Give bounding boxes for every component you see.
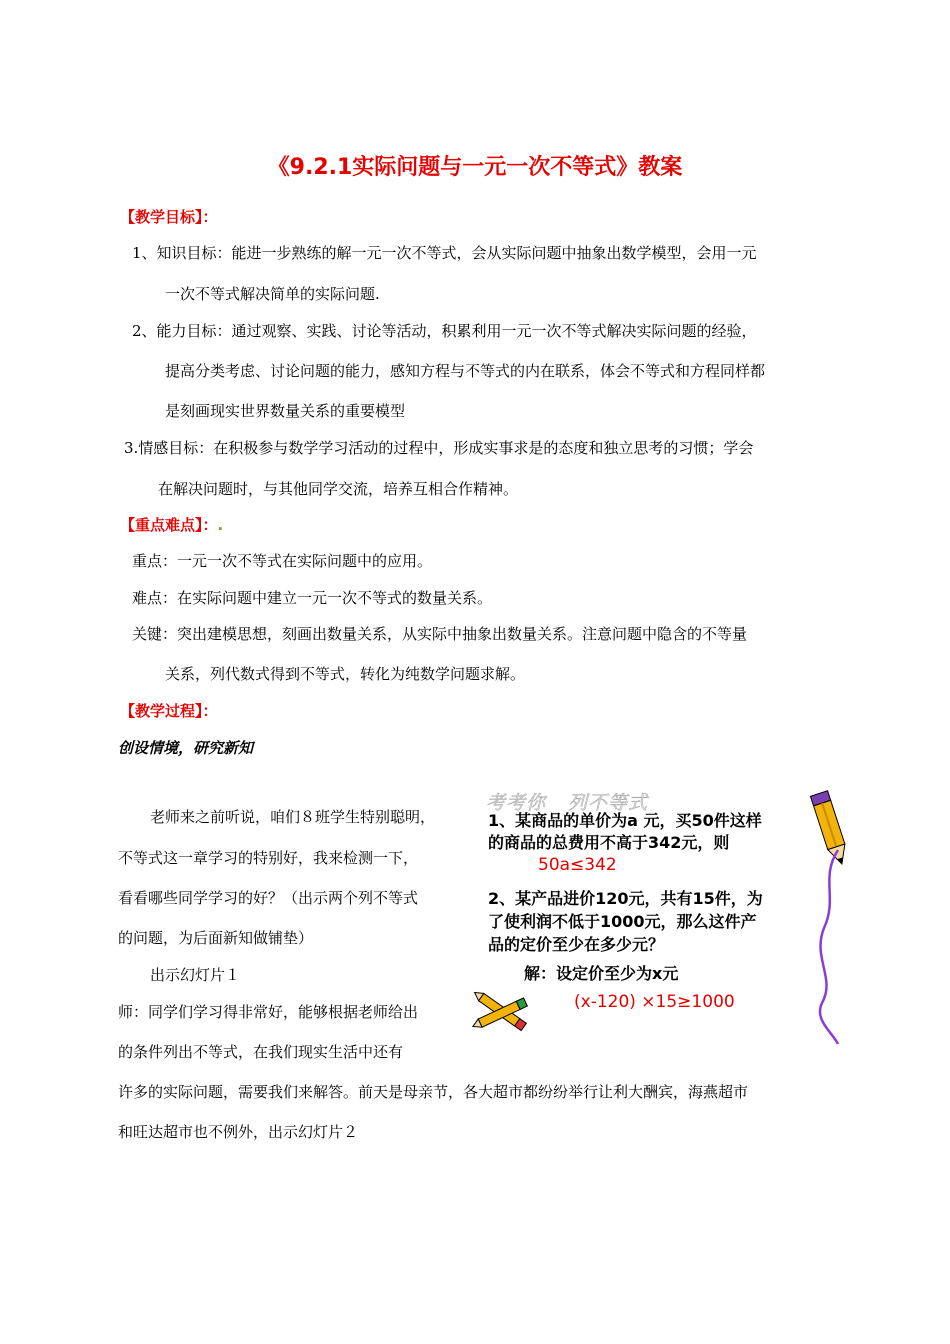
process-line: 师：同学们学习得非常好，能够根据老师给出 (118, 1003, 419, 1021)
process-line: 老师来之前听说，咱们８班学生特别聪明， (150, 808, 436, 826)
key-line: 关系，列代数式得到不等式，转化为纯数学问题求解。 (165, 665, 526, 683)
document-title: 《9.2.1实际问题与一元一次不等式》教案 (267, 155, 683, 180)
goal-line: 是刻画现实世界数量关系的重要模型 (165, 402, 406, 420)
process-line: 和旺达超市也不例外，出示幻灯片２ (118, 1123, 359, 1141)
process-line: 不等式这一章学习的特别好，我来检测一下， (118, 849, 419, 867)
goal-line: 一次不等式解决简单的实际问题. (165, 285, 380, 303)
slide-image (468, 788, 848, 1056)
heading-dot: . (217, 516, 224, 534)
process-line: 的问题，为后面新知做铺垫） (118, 929, 314, 947)
slide-q1-line: 1、某商品的单价为a 元，买50件这样 (488, 811, 762, 830)
goal-line: 3.情感目标：在积极参与数学学习活动的过程中，形成实事求是的态度和独立思考的习惯；学会 (124, 439, 754, 457)
crossed-pencils-icon (468, 978, 538, 1048)
slide-answer-1: 50a≤342 (538, 855, 617, 875)
pencil-icon (808, 788, 848, 1048)
key-line: 重点：一元一次不等式在实际问题中的应用。 (132, 552, 433, 570)
slide-q2-line: 2、某产品进价120元，共有15件，为 (488, 889, 763, 908)
goal-line: 在解决问题时，与其他同学交流，培养互相合作精神。 (158, 480, 519, 498)
goal-line: 2、能力目标：通过观察、实践、讨论等活动，积累利用一元一次不等式解决实际问题的经验， (132, 322, 757, 340)
key-line: 难点：在实际问题中建立一元一次不等式的数量关系。 (132, 589, 493, 607)
slide-answer-2: (x-120) ×15≥1000 (574, 992, 735, 1012)
process-line: 出示幻灯片１ (150, 966, 241, 984)
slide-solution: 解：设定价至少为x元 (524, 964, 679, 983)
slide-header: 考考你 列不等式 (486, 792, 649, 814)
slide-q1-line: 的商品的总费用不高于342元，则 (488, 833, 730, 852)
slide-q2-line: 了使利润不低于1000元，那么这件产 (488, 912, 757, 931)
process-line: 看看哪些同学学习的好？（出示两个列不等式 (118, 889, 419, 907)
key-line: 关键：突出建模思想，刻画出数量关系，从实际中抽象出数量关系。注意问题中隐含的不等量 (132, 625, 748, 643)
key-heading: 【重点难点】：. (120, 516, 224, 534)
process-heading: 【教学过程】： (120, 702, 218, 720)
slide-q2-line: 品的定价至少在多少元？ (488, 935, 665, 954)
process-subtitle: 创设情境，研究新知 (118, 739, 254, 757)
goals-heading: 【教学目标】： (120, 208, 218, 226)
process-line: 的条件列出不等式，在我们现实生活中还有 (118, 1043, 404, 1061)
goal-line: 提高分类考虑、讨论问题的能力，感知方程与不等式的内在联系，体会不等式和方程同样都 (165, 362, 766, 380)
goal-line: 1、知识目标：能进一步熟练的解一元一次不等式，会从实际问题中抽象出数学模型，会用一元 (132, 244, 757, 262)
process-line: 许多的实际问题，需要我们来解答。前天是母亲节，各大超市都纷纷举行让利大酬宾，海燕超市 (118, 1083, 749, 1101)
